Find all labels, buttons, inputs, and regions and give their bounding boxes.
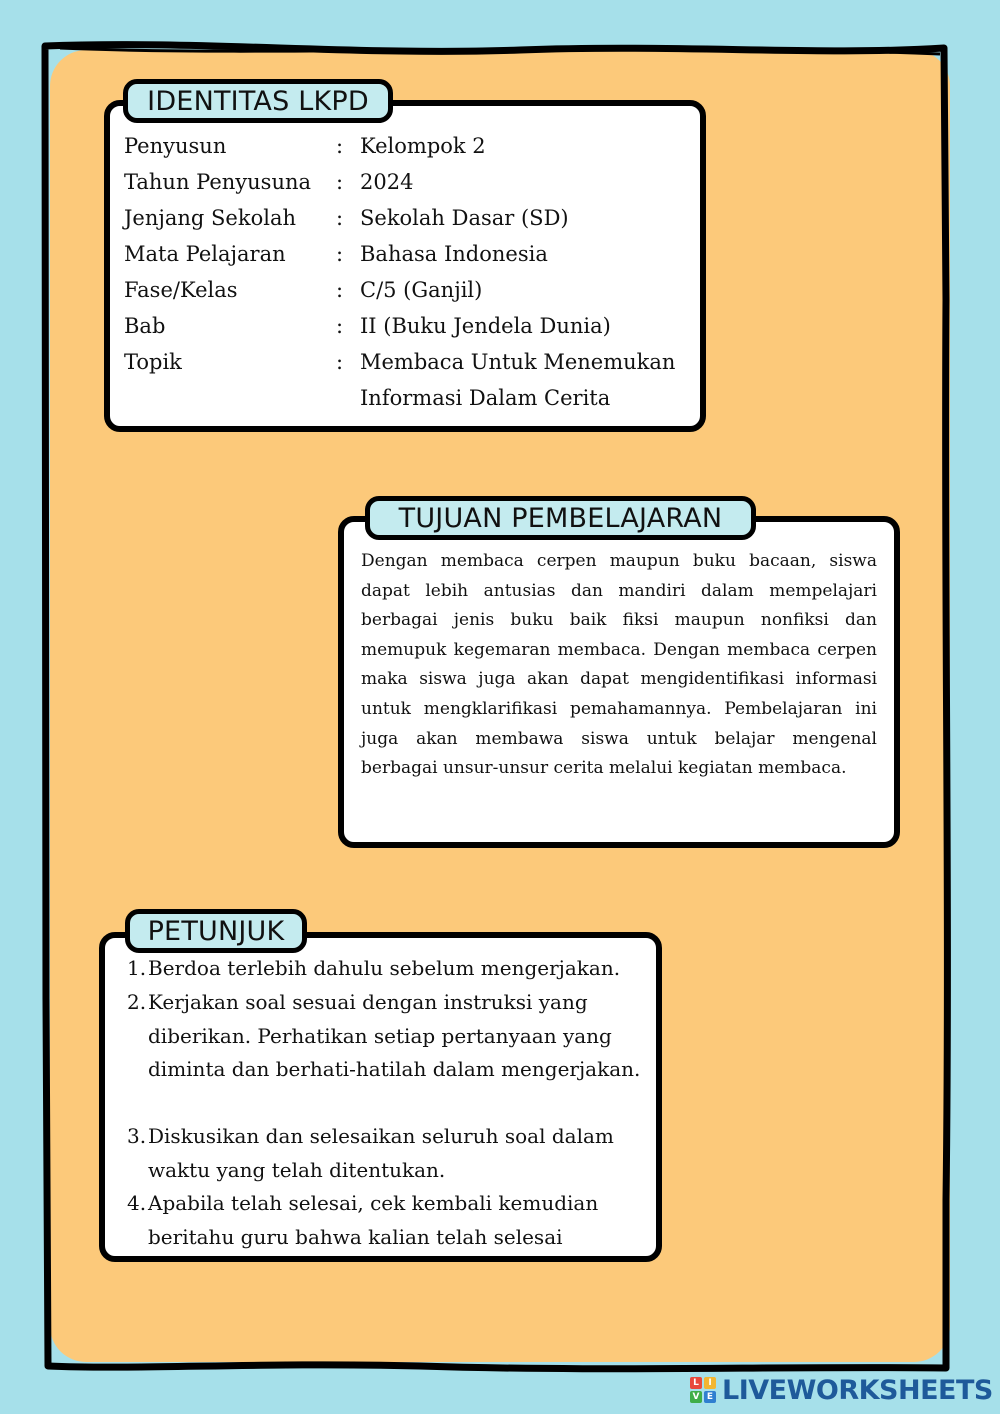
row-label: Tahun Penyusuna	[124, 170, 312, 194]
row-label: Jenjang Sekolah	[124, 206, 296, 230]
row-label: Mata Pelajaran	[124, 242, 286, 266]
item-number: 3.	[127, 1124, 147, 1148]
row-label: Fase/Kelas	[124, 278, 238, 302]
liveworksheets-watermark[interactable]	[690, 1374, 993, 1406]
row-separator: :	[336, 170, 344, 194]
item-number: 1.	[127, 956, 147, 980]
petunjuk-title: PETUNJUK	[125, 909, 307, 953]
row-separator: :	[336, 206, 344, 230]
row-separator: :	[336, 350, 344, 374]
list-item	[127, 986, 647, 1087]
row-value: Bahasa Indonesia	[360, 242, 548, 266]
row-value: Informasi Dalam Cerita	[360, 386, 611, 410]
row-label: Topik	[124, 350, 182, 374]
row-separator: :	[336, 278, 344, 302]
row-separator: :	[336, 134, 344, 158]
row-value: Membaca Untuk Menemukan	[360, 350, 676, 374]
row-value: II (Buku Jendela Dunia)	[360, 314, 611, 338]
row-separator: :	[336, 242, 344, 266]
row-value: 2024	[360, 170, 414, 194]
item-number: 4.	[127, 1191, 147, 1215]
item-text: Kerjakan soal sesuai dengan instruksi yang diberikan. Perhatikan setiap pertanyaan yang diminta dan berhati-hatilah dalam mengerjakan.	[148, 990, 641, 1082]
row-value: Kelompok 2	[360, 134, 486, 158]
tujuan-title: TUJUAN PEMBELAJARAN	[365, 496, 756, 540]
row-label: Bab	[124, 314, 166, 338]
identitas-title: IDENTITAS LKPD	[123, 79, 393, 123]
item-number: 2.	[127, 990, 147, 1014]
row-label: Penyusun	[124, 134, 227, 158]
tujuan-paragraph: Dengan membaca cerpen maupun buku bacaan, siswa dapat lebih antusias dan mandiri dalam mempelajari berbagai jenis buku baik fiksi maupun nonfiksi dan memupuk kegemaran membaca. Dengan membaca cerpen maka siswa juga akan dapat mengidentifikasi informasi untuk mengklarifikasi pemahamannya. Pembelajaran ini juga akan membawa siswa untuk belajar mengenal berbagai unsur-unsur cerita melalui kegiatan membaca.	[361, 551, 877, 779]
item-text: Apabila telah selesai, cek kembali kemudian beritahu guru bahwa kalian telah selesai	[148, 1191, 599, 1249]
list-item	[127, 1120, 647, 1187]
row-separator: :	[336, 314, 344, 338]
list-item	[127, 952, 647, 986]
row-value: Sekolah Dasar (SD)	[360, 206, 569, 230]
item-text: Berdoa terlebih dahulu sebelum mengerjakan.	[148, 956, 621, 980]
list-item	[127, 1187, 647, 1254]
watermark-text: LIVEWORKSHEETS	[722, 1374, 993, 1406]
item-text: Diskusikan dan selesaikan seluruh soal dalam waktu yang telah ditentukan.	[148, 1124, 614, 1182]
liveworksheets-logo-icon: L I V E	[690, 1377, 716, 1403]
row-value: C/5 (Ganjil)	[360, 278, 483, 302]
